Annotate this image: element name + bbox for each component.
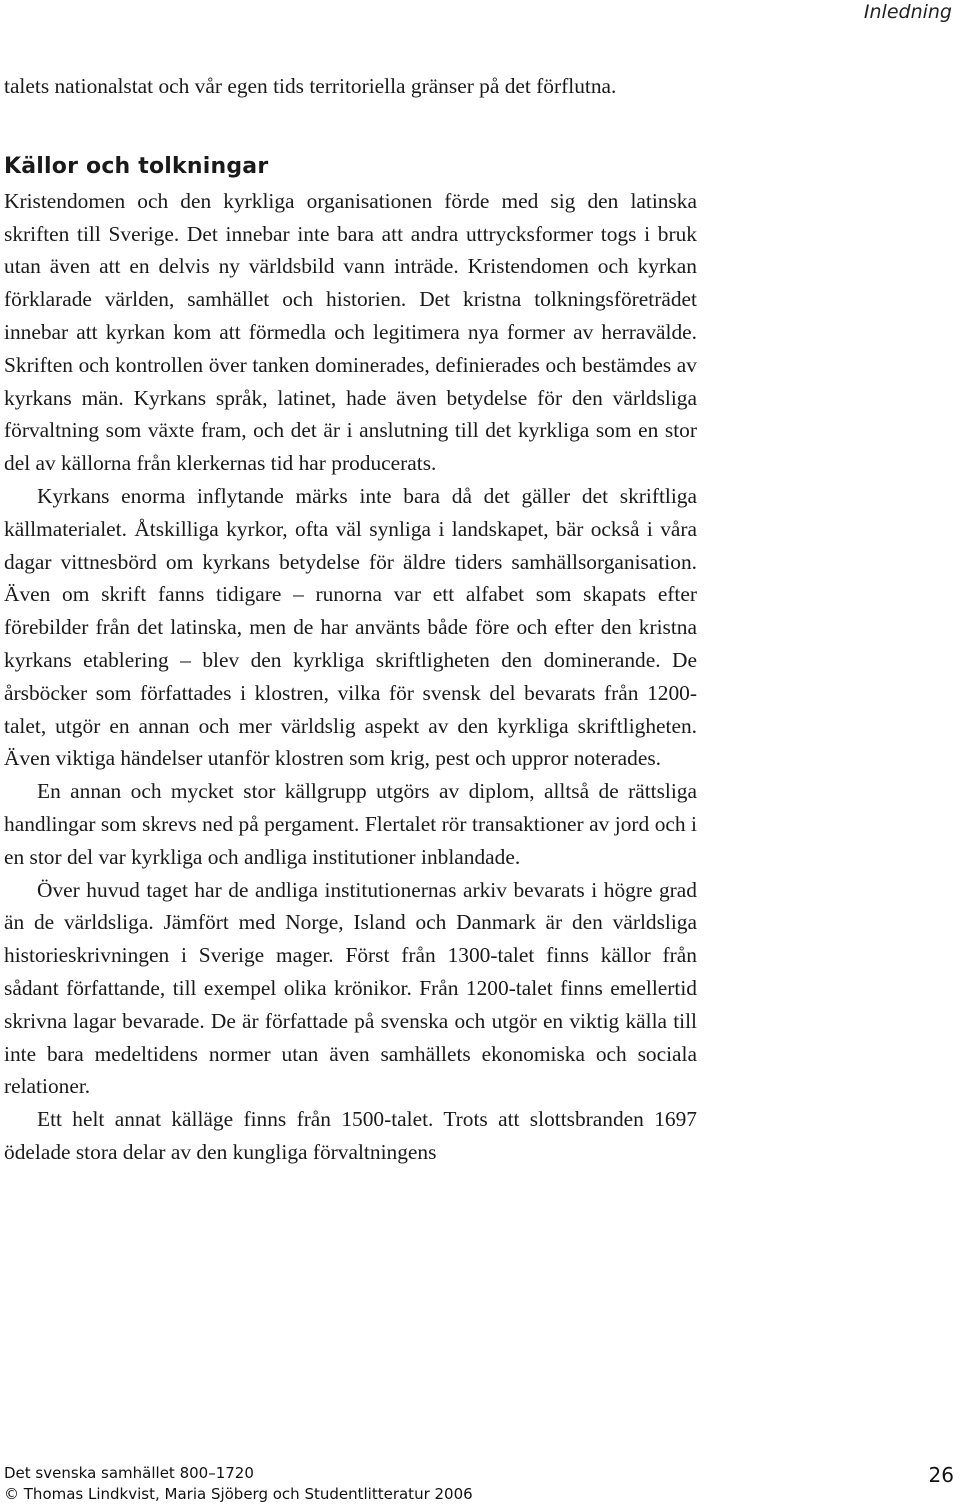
page-footer xyxy=(4,1463,954,1505)
paragraph: talets nationalstat och vår egen tids territoriella gränser på det förflutna. xyxy=(4,74,617,98)
footer-copyright: © Thomas Lindkvist, Maria Sjöberg och Studentlitteratur 2006 xyxy=(4,1485,473,1503)
paragraph: Över huvud taget har de andliga institutionernas arkiv bevarats i högre grad än de världsliga. Jämfört med Norge, Island och Danmark är den världsliga historieskrivningen i Sverige mager. Först från 1300-talet finns källor från sådant författande, till exempel olika krönikor. Från 1200-talet finns emellertid skrivna lagar bevarade. De är författade på svenska och utgör en viktig källa till inte bara medeltidens normer utan även samhällets ekonomiska och sociala relationer. xyxy=(4,877,697,1099)
paragraph: Kyrkans enorma inflytande märks inte bara då det gäller det skriftliga källmaterialet. Åtskilliga kyrkor, ofta väl synliga i landskapet, bär också i våra dagar vittnesbörd om kyrkans betydelse för äldre tiders samhällsorganisation. Även om skrift fanns tidigare – runorna var ett alfabet som skapats efter förebilder från det latinska, men de har använts både före och efter den kristna kyrkans etablering – blev den kyrkliga skriftligheten den dominerande. De årsböcker som författades i klostren, vilka för svensk del bevarats från 1200-talet, utgör en annan och mer världslig aspekt av den kyrkliga skriftligheten. Även viktiga händelser utanför klostren som krig, pest och uppror noterades. xyxy=(4,483,697,771)
page-number: 26 xyxy=(928,1463,954,1487)
running-head-title: Inledning xyxy=(863,1,952,23)
page-body xyxy=(4,70,697,1169)
paragraph: En annan och mycket stor källgrupp utgörs av diplom, alltså de rättsliga handlingar som skrevs ned på pergament. Flertalet rör transaktioner av jord och i en stor del var kyrkliga och andliga institutioner inblandade. xyxy=(4,779,697,869)
paragraph: Kristendomen och den kyrkliga organisationen förde med sig den latinska skriften till Sverige. Det innebar inte bara att andra uttrycksformer togs i bruk utan även att en delvis ny världsbild vann inträde. Kristendomen och kyrkan förklarade världen, samhället och historien. Det kristna tolkningsföreträdet innebar att kyrkan kom att förmedla och legitimera nya former av herravälde. Skriften och kontrollen över tanken dominerades, definierades och bestämdes av kyrkans män. Kyrkans språk, latinet, hade även betydelse för den världsliga förvaltning som växte fram, och det är i anslutning till det kyrkliga som en stor del av källorna från klerkernas tid har producerats. xyxy=(4,188,697,476)
section-heading: Källor och tolkningar xyxy=(4,153,269,179)
paragraph: Ett helt annat källäge finns från 1500-talet. Trots att slottsbranden 1697 ödelade stora delar av den kungliga förvaltningens xyxy=(4,1107,697,1164)
footer-book-title: Det svenska samhället 800–1720 xyxy=(4,1464,254,1482)
